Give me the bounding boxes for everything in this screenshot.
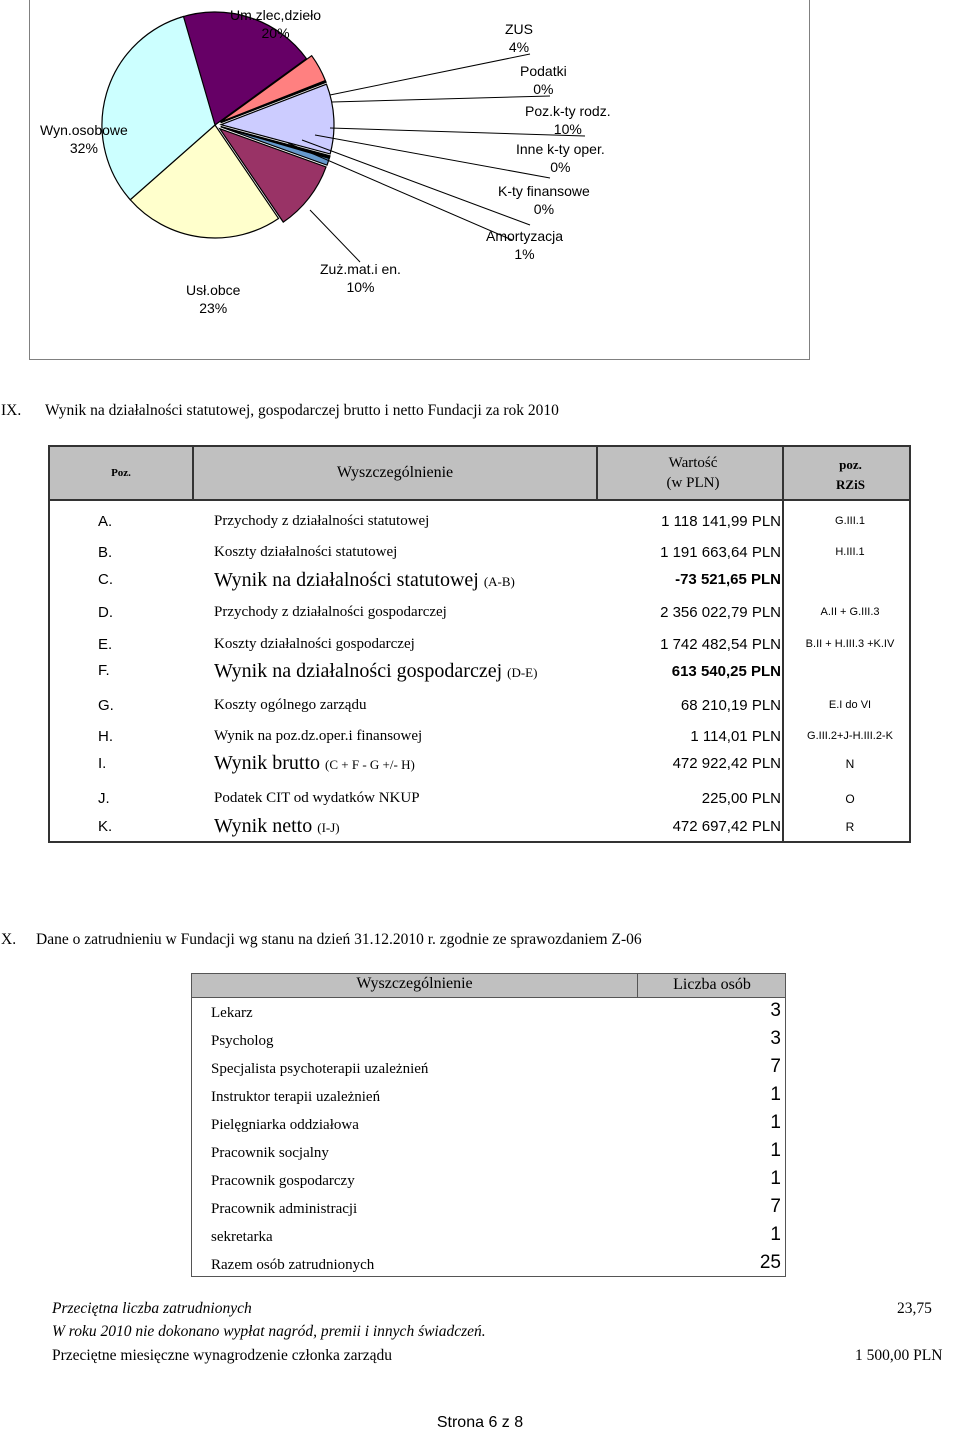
pie-leader-line — [315, 135, 550, 178]
section-x-number: X. — [1, 931, 17, 948]
emp-row: Specjalista psychoterapii uzależnień 7 — [211, 1056, 781, 1077]
section-ix-number: IX. — [1, 402, 22, 419]
pie-leader-line — [302, 140, 530, 225]
header-poz: Poz. — [111, 467, 131, 479]
employment-table — [191, 973, 786, 1277]
pie-label-k-ty-fin: K-ty finansowe 0% — [498, 183, 590, 217]
no-awards-note: W roku 2010 nie dokonano wypłat nagród, premii i innych świadczeń. — [52, 1323, 486, 1340]
emp-header-desc: Wyszczególnienie — [356, 975, 473, 992]
pie-label-zuz-mat: Zuż.mat.i en. 10% — [320, 261, 401, 295]
pie-label-poz-k-ty: Poz.k-ty rodz. 10% — [525, 103, 611, 137]
header-value: Wartość (w PLN) — [666, 455, 720, 491]
employment-table-header — [192, 974, 785, 998]
emp-row: Pracownik socjalny 1 — [211, 1140, 781, 1161]
pie-label-zus: ZUS 4% — [505, 21, 533, 55]
emp-header-count: Liczba osób — [673, 976, 751, 993]
pie-leader-line — [288, 143, 512, 240]
pie-chart-svg — [30, 0, 811, 360]
fin-row-c-desc: Wynik na działalności statutowej (A-B) — [214, 569, 515, 591]
header-desc: Wyszczególnienie — [336, 464, 454, 481]
pie-label-podatki: Podatki 0% — [520, 63, 567, 97]
header-rzis: poz. RZiS — [836, 457, 865, 492]
section-x-title: Dane o zatrudnieniu w Fundacji wg stanu na dzień 31.12.2010 r. zgodnie ze sprawozdaniem Z-06 — [36, 931, 642, 948]
financial-table: Poz. Wyszczególnienie Wartość (w PLN) poz. RZiS A. Przychody z działalności statutowej 1 118 141,99 PLN G.III.1 B. Koszty działalności statutowej 1 191 663,64 PLN H.III.1 C. Wynik na działalności statutowej (A-B) -73 521,65 PLN D. Przychody z działalności gospodarczej 2 356 022,79 PLN A.II + G.III.3 E. Koszty działalności gospodarczej 1 742 482,54 PLN B.II + H.III.3 +K.IV F. Wynik na działalności gospodarczej (D-E) 613 540,25 PLN G. Koszty ogólnego zarządu 68 210,19 PLN E.I do VI H. Wynik na poz.dz.oper.i finansowej 1 114,01 PLN G.III.2+J-H.III.2-K I. Wynik brutto (C + F - G +/- H) 472 922,42 PLN N J. Podatek CIT od wydatków NKUP 225,00 PLN O K. Wynik netto (I-J) 472 697,42 PLN R — [48, 445, 911, 843]
pie-label-um-zlec: Um.zlec,dzieło 20% — [230, 7, 322, 41]
emp-row: Psycholog 3 — [211, 1028, 781, 1049]
fin-row-f-desc: Wynik na działalności gospodarczej (D-E) — [214, 660, 538, 682]
pie-label-inne: Inne k-ty oper. 0% — [516, 141, 605, 175]
pie-label-wyn-osobowe: Wyn.osobowe 32% — [40, 122, 128, 156]
avg-employment-value: 23,75 — [897, 1300, 932, 1317]
board-salary-value: 1 500,00 PLN — [855, 1347, 943, 1364]
pie-leader-line — [330, 54, 530, 95]
pie-leader-line — [332, 96, 550, 102]
section-ix-title: Wynik na działalności statutowej, gospodarczej brutto i netto Fundacji za rok 2010 — [45, 402, 559, 419]
emp-row: Pielęgniarka oddziałowa 1 — [211, 1112, 781, 1133]
emp-row: sekretarka 1 — [211, 1224, 781, 1245]
fin-row-i-desc: Wynik brutto (C + F - G +/- H) — [214, 752, 415, 774]
pie-leader-line — [310, 210, 360, 262]
pie-label-amortyzacja: Amortyzacja 1% — [486, 228, 564, 262]
fin-row-k-desc: Wynik netto (I-J) — [214, 815, 340, 837]
pie-label-usl-obce: Usł.obce 23% — [186, 282, 241, 316]
page-number: Strona 6 z 8 — [436, 1414, 524, 1431]
pie-chart — [29, 0, 810, 360]
emp-row: Pracownik administracji 7 — [211, 1196, 781, 1217]
avg-employment-label: Przeciętna liczba zatrudnionych — [52, 1300, 252, 1317]
board-salary-label: Przeciętne miesięczne wynagrodzenie członka zarządu — [52, 1347, 392, 1364]
emp-row: Pracownik gospodarczy 1 — [211, 1168, 781, 1189]
emp-row: Instruktor terapii uzależnień 1 — [211, 1084, 781, 1105]
financial-table-header — [50, 447, 909, 501]
emp-row-total: Razem osób zatrudnionych 25 — [211, 1252, 781, 1273]
emp-row: Lekarz 3 — [211, 1000, 781, 1021]
